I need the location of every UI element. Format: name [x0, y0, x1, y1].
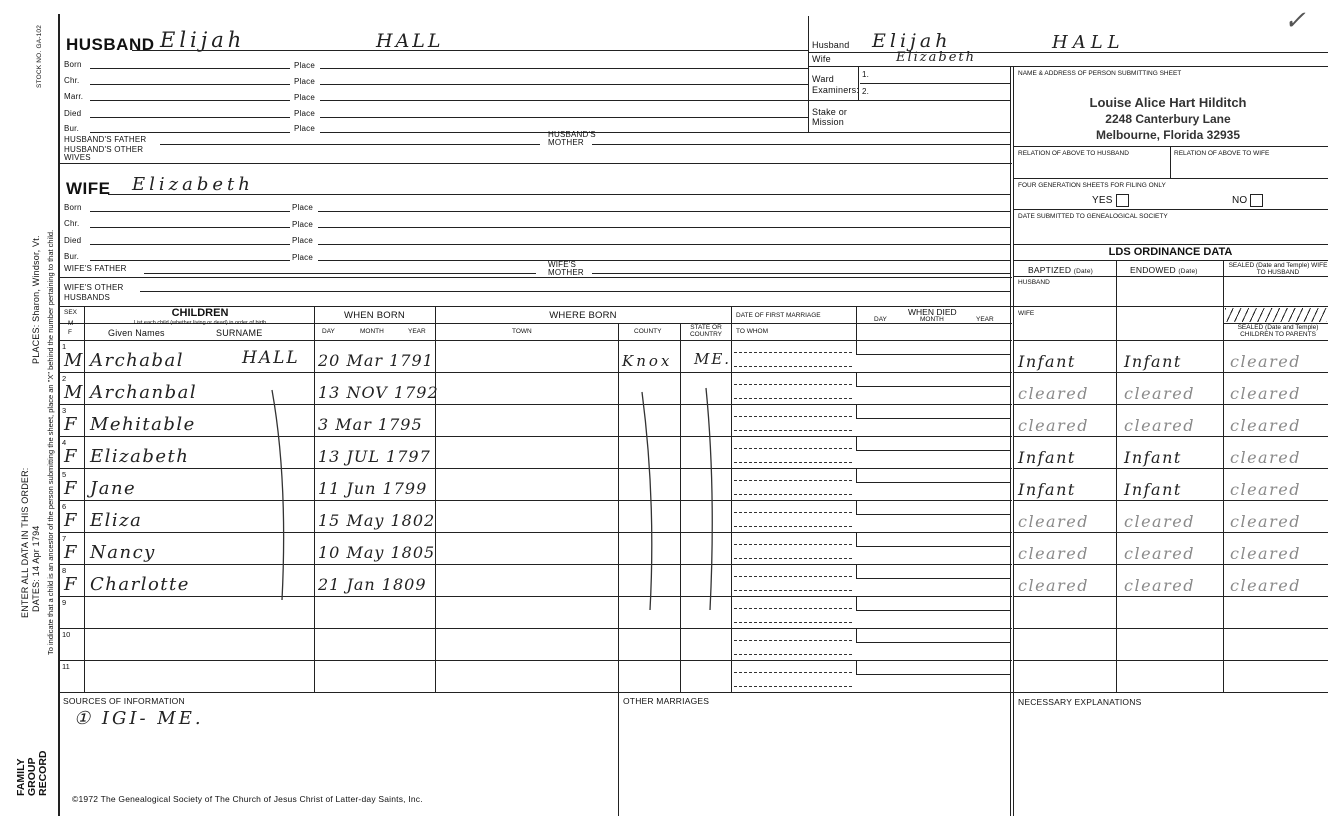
- to-whom-header: TO WHOM: [736, 328, 769, 335]
- marriage-date-line: [734, 672, 852, 673]
- husband-marr-place-label: Place: [294, 93, 316, 102]
- family-group-record-title: FAMILY GROUP RECORD: [15, 750, 49, 796]
- lds-row-line: [1013, 468, 1328, 469]
- wife-chr-label: Chr.: [64, 219, 80, 228]
- endowed-header: [1130, 265, 1198, 275]
- death-date-tick: [856, 628, 857, 642]
- sealed-status[interactable]: cleared: [1230, 448, 1301, 467]
- ward-wife-given[interactable]: Elizabeth: [896, 50, 977, 65]
- child-birth-date[interactable]: 10 May 1805: [318, 543, 436, 562]
- sources-value[interactable]: ① IGI- ME.: [74, 708, 204, 729]
- husband-born-label: Born: [64, 60, 82, 69]
- child-number: 8: [62, 566, 67, 575]
- child-county[interactable]: Knox: [622, 352, 673, 370]
- to-whom-line: [734, 558, 852, 559]
- child-sex[interactable]: M: [64, 382, 83, 403]
- yes-label: YES: [1092, 195, 1113, 207]
- baptized-status[interactable]: Infant: [1018, 448, 1076, 467]
- other-marriages-label: OTHER MARRIAGES: [623, 696, 710, 706]
- to-whom-line: [734, 654, 852, 655]
- wife-born-label: Born: [64, 203, 82, 212]
- child-birth-date[interactable]: 20 Mar 1791: [318, 351, 434, 370]
- baptized-status[interactable]: cleared: [1018, 416, 1089, 435]
- wife-died-place-label: Place: [292, 236, 314, 245]
- born-year-header: YEAR: [408, 328, 426, 335]
- yes-checkbox[interactable]: [1116, 194, 1129, 207]
- check-mark: ✓: [1284, 6, 1306, 36]
- child-given-name[interactable]: Eliza: [90, 510, 143, 531]
- death-date-line: [856, 578, 1010, 579]
- submitter-name[interactable]: Louise Alice Hart Hilditch: [1089, 95, 1247, 110]
- yes-option[interactable]: [1092, 194, 1129, 207]
- child-number: 7: [62, 534, 67, 543]
- marriage-date-line: [734, 544, 852, 545]
- baptized-status[interactable]: cleared: [1018, 512, 1089, 531]
- marriage-date-line: [734, 640, 852, 641]
- row-line: [58, 628, 1012, 629]
- places-note: PLACES: Sharon, Windsor, Vt.: [31, 235, 41, 364]
- lds-row-line: [1013, 436, 1328, 437]
- stake-mission-label: Stake or Mission: [812, 107, 848, 127]
- to-whom-line: [734, 686, 852, 687]
- marriage-date-line: [734, 608, 852, 609]
- wife-label: WIFE: [66, 179, 111, 198]
- death-date-tick: [856, 340, 857, 354]
- child-birth-date[interactable]: 11 Jun 1799: [318, 479, 428, 498]
- endowed-status[interactable]: Infant: [1124, 480, 1182, 499]
- child-number: 9: [62, 598, 67, 607]
- relation-to-husband-label: RELATION OF ABOVE TO HUSBAND: [1018, 150, 1129, 157]
- town-header: TOWN: [512, 328, 532, 335]
- ward-label: Ward: [812, 74, 834, 84]
- stock-number: STOCK NO. GA-102: [36, 24, 43, 88]
- lds-row-line: [1013, 404, 1328, 405]
- sex-f-header: F: [68, 329, 72, 336]
- husband-chr-label: Chr.: [64, 76, 80, 85]
- husband-label: HUSBAND: [66, 35, 155, 54]
- endowed-status[interactable]: Infant: [1124, 352, 1182, 371]
- death-date-line: [856, 450, 1010, 451]
- marriage-date-line: [734, 512, 852, 513]
- endowed-status[interactable]: cleared: [1124, 384, 1195, 403]
- child-state[interactable]: ME.: [694, 350, 732, 368]
- state-header: STATE OR COUNTRY: [689, 324, 723, 338]
- child-number: 6: [62, 502, 67, 511]
- sex-m-header: M: [68, 320, 74, 327]
- when-died-header: WHEN DIED: [908, 307, 957, 317]
- death-date-line: [856, 482, 1010, 483]
- sealed-status[interactable]: cleared: [1230, 416, 1301, 435]
- no-label: NO: [1232, 195, 1248, 207]
- lds-row-line: [1013, 628, 1328, 629]
- to-whom-line: [734, 462, 852, 463]
- lds-row-line: [1013, 660, 1328, 661]
- born-day-header: DAY: [322, 328, 335, 335]
- no-option[interactable]: [1232, 194, 1263, 207]
- child-birth-date[interactable]: 15 May 1802: [318, 511, 436, 530]
- sealed-status[interactable]: cleared: [1230, 512, 1301, 531]
- child-sex[interactable]: F: [64, 446, 77, 467]
- baptized-status[interactable]: cleared: [1018, 384, 1089, 403]
- wife-given-name[interactable]: Elizabeth: [132, 174, 254, 195]
- ditto-marks: [260, 380, 740, 620]
- examiner-1: 1.: [862, 70, 870, 79]
- child-sex[interactable]: F: [64, 510, 77, 531]
- sealed-status[interactable]: cleared: [1230, 576, 1301, 595]
- wife-born-place-label: Place: [292, 203, 314, 212]
- husband-surname[interactable]: HALL: [376, 30, 444, 52]
- sealed-status[interactable]: cleared: [1230, 480, 1301, 499]
- submitter-label: NAME & ADDRESS OF PERSON SUBMITTING SHEET: [1018, 70, 1182, 77]
- death-date-line: [856, 674, 1010, 675]
- lds-row-line: [1013, 500, 1328, 501]
- death-date-tick: [856, 404, 857, 418]
- death-date-line: [856, 386, 1010, 387]
- death-date-tick: [856, 564, 857, 578]
- endowed-status[interactable]: cleared: [1124, 544, 1195, 563]
- sealed-parents-header: SEALED (Date and Temple) CHILDREN TO PARENTS: [1237, 324, 1319, 338]
- lds-row-line: [1013, 564, 1328, 565]
- baptized-status[interactable]: cleared: [1018, 576, 1089, 595]
- child-given-name[interactable]: Nancy: [90, 542, 156, 563]
- wife-bur-place-label: Place: [292, 253, 314, 262]
- born-month-header: MONTH: [360, 328, 384, 335]
- child-birth-date[interactable]: 21 Jan 1809: [318, 575, 427, 594]
- death-date-tick: [856, 532, 857, 546]
- sealed-hatch: [1225, 308, 1327, 322]
- examiners-label: Examiners:: [812, 85, 860, 95]
- ward-husband-given[interactable]: Elijah: [872, 30, 952, 52]
- child-given-name[interactable]: Mehitable: [90, 414, 196, 435]
- child-given-name[interactable]: Archanbal: [90, 382, 198, 403]
- death-date-tick: [856, 372, 857, 386]
- child-birth-date[interactable]: 3 Mar 1795: [318, 415, 423, 434]
- husband-mother-label: HUSBAND'S MOTHER: [548, 130, 596, 147]
- row-line: [58, 372, 1012, 373]
- endowed-date-label: (Date): [1178, 268, 1198, 275]
- to-whom-line: [734, 622, 852, 623]
- ward-husband-label: Husband: [812, 40, 850, 50]
- wife-died-label: Died: [64, 236, 82, 245]
- child-number: 4: [62, 438, 67, 447]
- to-whom-line: [734, 366, 852, 367]
- date-submitted-label: DATE SUBMITTED TO GENEALOGICAL SOCIETY: [1018, 213, 1168, 220]
- submitter-city[interactable]: Melbourne, Florida 32935: [1095, 128, 1241, 142]
- child-given-name[interactable]: Elizabeth: [90, 446, 190, 467]
- to-whom-line: [734, 494, 852, 495]
- death-date-tick: [856, 468, 857, 482]
- death-date-line: [856, 418, 1010, 419]
- death-date-line: [856, 546, 1010, 547]
- child-birth-date[interactable]: 13 NOV 1792: [318, 383, 439, 402]
- lds-husband-label: HUSBAND: [1018, 279, 1050, 286]
- marriage-date-line: [734, 576, 852, 577]
- husband-marr-label: Marr.: [64, 92, 84, 101]
- death-date-tick: [856, 436, 857, 450]
- necessary-explanations-label: NECESSARY EXPLANATIONS: [1018, 697, 1142, 707]
- child-number: 5: [62, 470, 67, 479]
- endowed-label: ENDOWED: [1130, 265, 1176, 275]
- marriage-date-line: [734, 448, 852, 449]
- to-whom-line: [734, 398, 852, 399]
- husband-father-label: HUSBAND'S FATHER: [64, 135, 147, 144]
- death-date-line: [856, 610, 1010, 611]
- baptized-header: [1028, 265, 1093, 275]
- child-sex[interactable]: F: [64, 574, 77, 595]
- lds-row-line: [1013, 372, 1328, 373]
- child-sex[interactable]: F: [64, 414, 77, 435]
- wife-father-label: WIFE'S FATHER: [64, 264, 127, 273]
- first-marriage-header: DATE OF FIRST MARRIAGE: [736, 312, 821, 319]
- when-born-header: WHEN BORN: [344, 310, 405, 321]
- ward-husband-surname[interactable]: HALL: [1052, 32, 1125, 53]
- row-line: [58, 660, 1012, 661]
- no-checkbox[interactable]: [1250, 194, 1263, 207]
- child-given-name[interactable]: Jane: [90, 478, 137, 499]
- enter-data-note: ENTER ALL DATA IN THIS ORDER:: [20, 467, 30, 618]
- examiner-2: 2.: [862, 87, 870, 96]
- child-number: 2: [62, 374, 67, 383]
- death-date-tick: [856, 660, 857, 674]
- wife-mother-label: WIFE'S MOTHER: [548, 260, 584, 277]
- marriage-date-line: [734, 480, 852, 481]
- husband-died-label: Died: [64, 109, 82, 118]
- lds-wife-label: WIFE: [1018, 310, 1035, 317]
- children-header: CHILDREN: [171, 307, 229, 319]
- lds-row-line: [1013, 596, 1328, 597]
- sources-label: SOURCES OF INFORMATION: [63, 696, 185, 706]
- marriage-date-line: [734, 416, 852, 417]
- children-list-note: List each child (whether living or dead) in order of birth: [133, 320, 267, 326]
- given-names-header: Given Names: [108, 328, 165, 338]
- marriage-date-line: [734, 384, 852, 385]
- lds-row-line: [1013, 532, 1328, 533]
- wife-bur-label: Bur.: [64, 252, 80, 261]
- husband-chr-place-label: Place: [294, 77, 316, 86]
- county-header: COUNTY: [634, 328, 662, 335]
- baptized-label: BAPTIZED: [1028, 265, 1072, 275]
- endowed-status[interactable]: cleared: [1124, 576, 1195, 595]
- endowed-status[interactable]: cleared: [1124, 512, 1195, 531]
- died-day-header: DAY: [874, 316, 887, 323]
- sex-header: SEX: [64, 309, 78, 316]
- death-date-tick: [856, 596, 857, 610]
- to-whom-line: [734, 430, 852, 431]
- submitter-street[interactable]: 2248 Canterbury Lane: [1105, 112, 1231, 126]
- child-number: 3: [62, 406, 67, 415]
- sealed-spouse-header: SEALED (Date and Temple) WIFE TO HUSBAND: [1228, 262, 1328, 276]
- baptized-status[interactable]: cleared: [1018, 544, 1089, 563]
- ward-wife-label: Wife: [812, 54, 831, 64]
- child-surname[interactable]: HALL: [242, 348, 300, 368]
- baptized-status[interactable]: Infant: [1018, 352, 1076, 371]
- child-number: 1: [62, 342, 67, 351]
- copyright: ©1972 The Genealogical Society of The Church of Jesus Christ of Latter-day Saints, Inc.: [72, 794, 423, 804]
- dates-note: DATES: 14 Apr 1794: [31, 525, 41, 612]
- ancestor-instruction: To indicate that a child is an ancestor of the person submitting the sheet, place an "X" behind the number pertaining to that child.: [46, 229, 55, 655]
- four-generation-label: FOUR GENERATION SHEETS FOR FILING ONLY: [1018, 182, 1166, 189]
- relation-to-wife-label: RELATION OF ABOVE TO WIFE: [1174, 150, 1270, 157]
- husband-died-place-label: Place: [294, 109, 316, 118]
- husband-given-name[interactable]: Elijah: [160, 28, 246, 52]
- sealed-status[interactable]: cleared: [1230, 352, 1301, 371]
- wife-chr-place-label: Place: [292, 220, 314, 229]
- child-sex[interactable]: F: [64, 542, 77, 563]
- death-date-line: [856, 354, 1010, 355]
- to-whom-line: [734, 526, 852, 527]
- sealed-status[interactable]: cleared: [1230, 384, 1301, 403]
- surname-header: SURNAME: [216, 328, 263, 338]
- where-born-header: WHERE BORN: [549, 310, 617, 321]
- baptized-status[interactable]: Infant: [1018, 480, 1076, 499]
- death-date-tick: [856, 500, 857, 514]
- wife-other-husbands-label: WIFE'S OTHER HUSBANDS: [64, 283, 124, 302]
- lds-title: LDS ORDINANCE DATA: [1108, 246, 1233, 258]
- sealed-status[interactable]: cleared: [1230, 544, 1301, 563]
- husband-other-wives-label: HUSBAND'S OTHER WIVES: [64, 145, 144, 162]
- death-date-line: [856, 642, 1010, 643]
- child-birth-date[interactable]: 13 JUL 1797: [318, 447, 431, 466]
- husband-bur-place-label: Place: [294, 124, 316, 133]
- died-month-header: MONTH: [920, 316, 944, 323]
- child-number: 11: [62, 662, 70, 671]
- died-year-header: YEAR: [976, 316, 994, 323]
- endowed-status[interactable]: cleared: [1124, 416, 1195, 435]
- husband-bur-label: Bur.: [64, 124, 80, 133]
- child-given-name[interactable]: Archabal: [90, 350, 185, 371]
- child-given-name[interactable]: Charlotte: [90, 574, 190, 595]
- baptized-date-label: (Date): [1073, 268, 1093, 275]
- child-sex[interactable]: M: [64, 350, 83, 371]
- child-number: 10: [62, 630, 71, 639]
- to-whom-line: [734, 590, 852, 591]
- endowed-status[interactable]: Infant: [1124, 448, 1182, 467]
- marriage-date-line: [734, 352, 852, 353]
- husband-born-place-label: Place: [294, 61, 316, 70]
- death-date-line: [856, 514, 1010, 515]
- child-sex[interactable]: F: [64, 478, 77, 499]
